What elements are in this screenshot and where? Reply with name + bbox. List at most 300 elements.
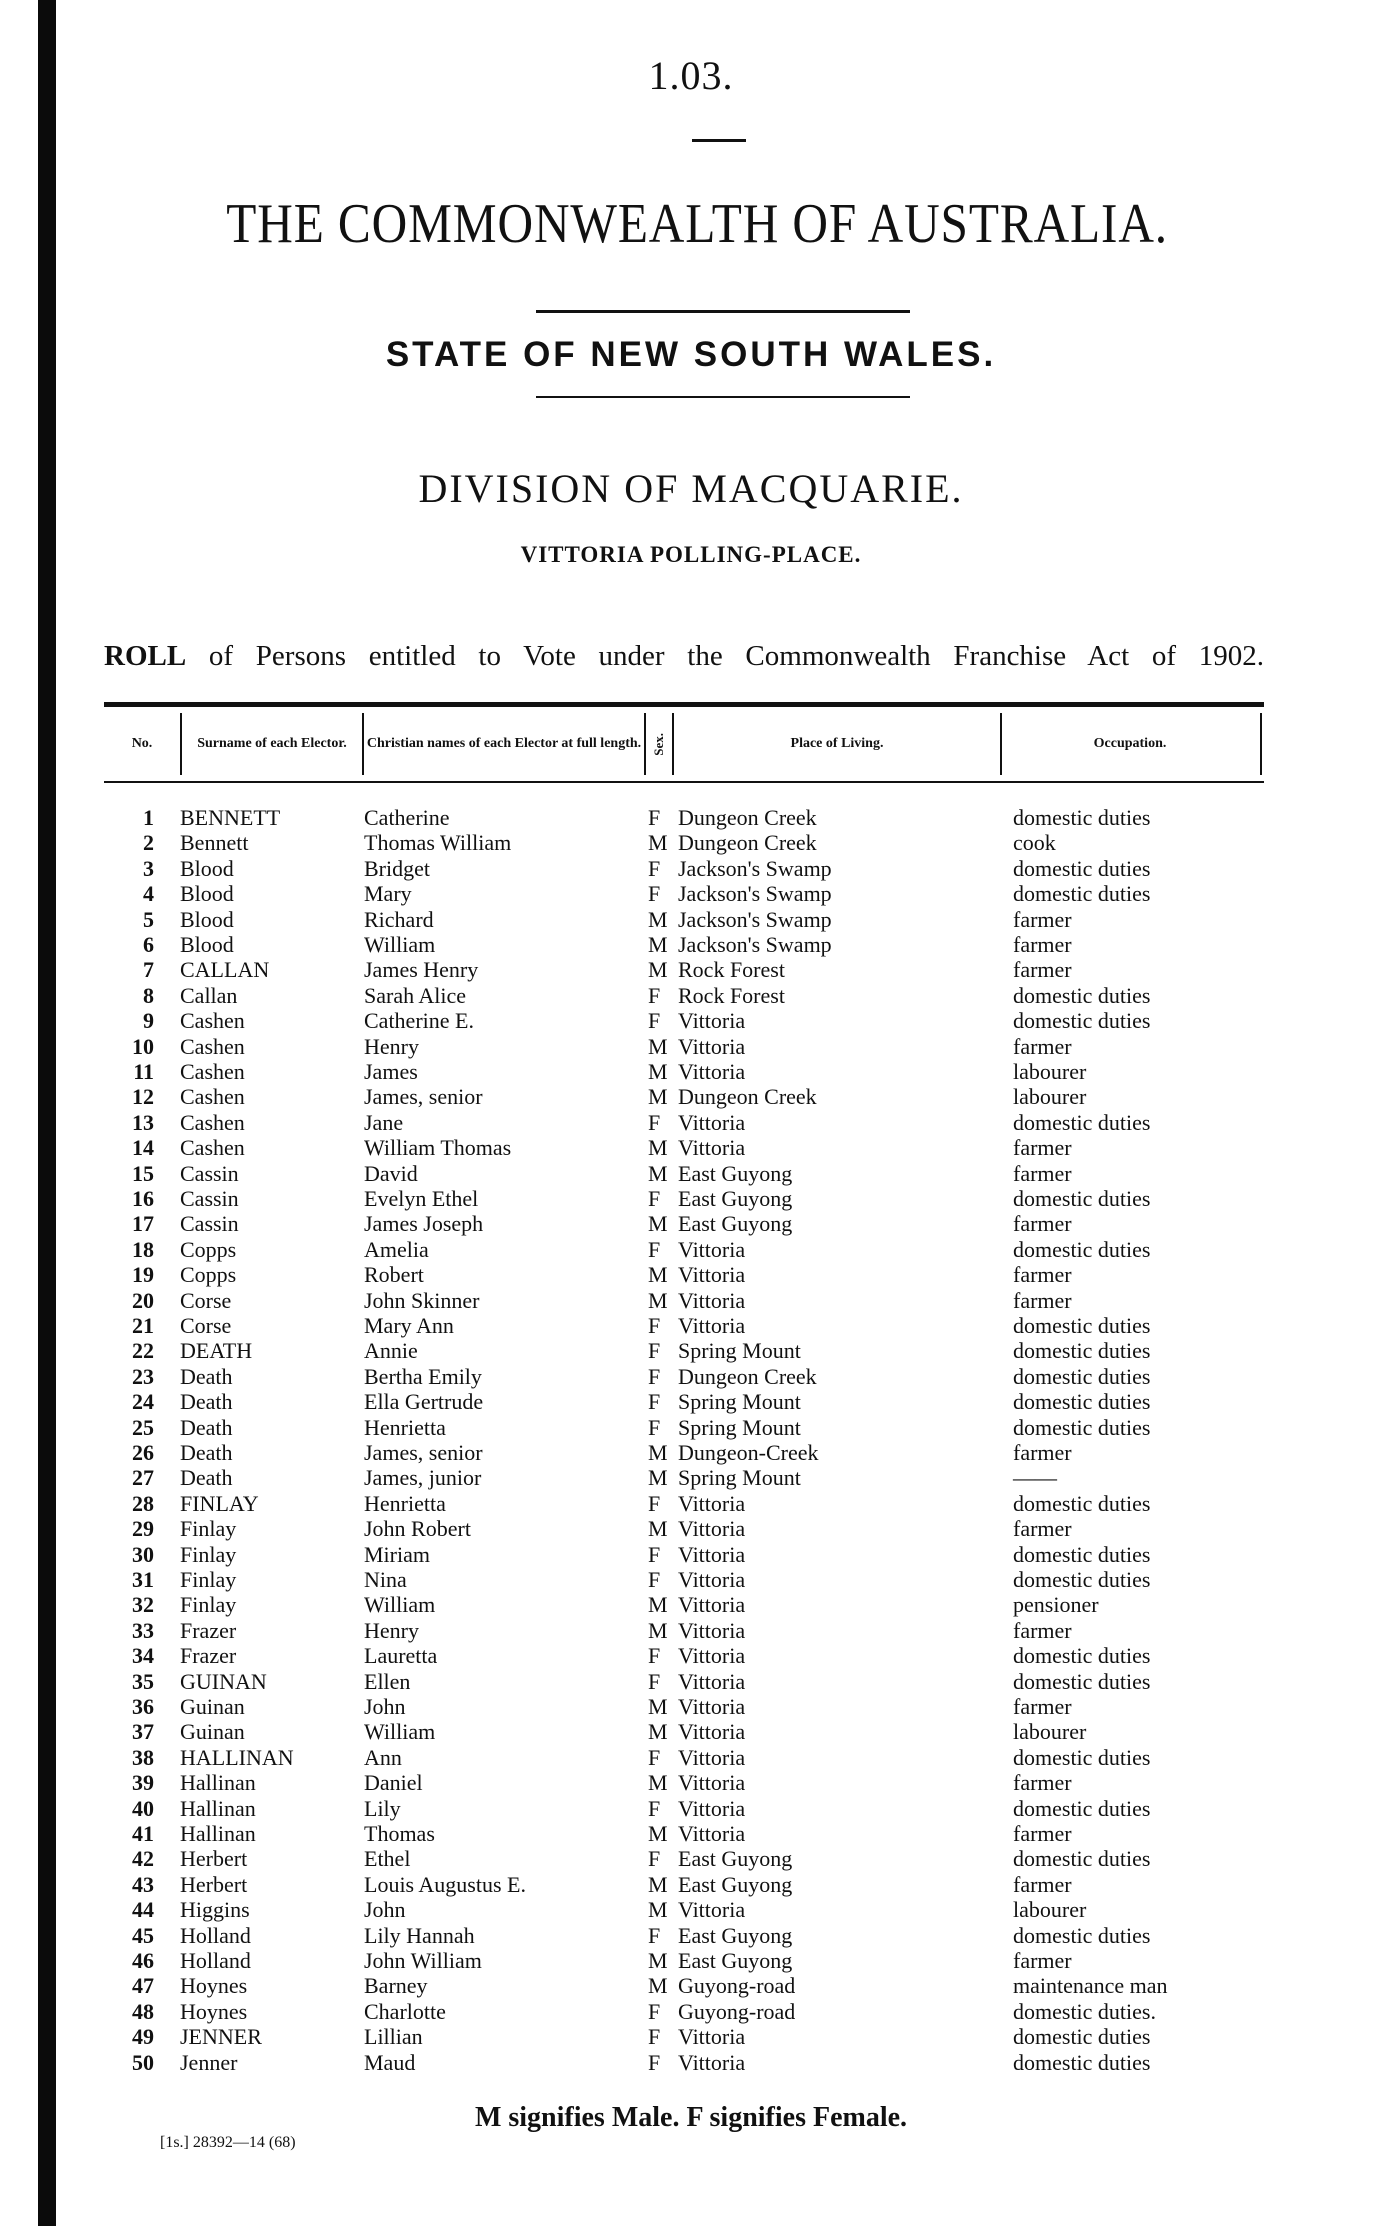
elector-place-of-living: Dungeon Creek bbox=[678, 805, 817, 830]
elector-surname: FINLAY bbox=[180, 1490, 259, 1516]
table-row bbox=[0, 1465, 1382, 1490]
elector-place-of-living: Vittoria bbox=[678, 1313, 746, 1338]
elector-number: 29 bbox=[132, 1516, 154, 1542]
elector-christian-names: Sarah Alice bbox=[364, 982, 467, 1008]
elector-number: 22 bbox=[132, 1338, 154, 1364]
table-row bbox=[0, 1415, 1382, 1440]
elector-surname: Frazer bbox=[180, 1643, 237, 1669]
elector-surname: Hallinan bbox=[180, 1821, 256, 1846]
printer-imprint: [1s.] 28392—14 (68) bbox=[160, 2134, 296, 2151]
elector-occupation: farmer bbox=[1013, 1516, 1072, 1542]
elector-surname: Finlay bbox=[180, 1592, 237, 1618]
elector-occupation: domestic duties bbox=[1013, 1744, 1151, 1770]
table-row bbox=[0, 1161, 1382, 1186]
table-row bbox=[0, 1618, 1382, 1643]
table-row bbox=[0, 907, 1382, 932]
header-sex: Sex. bbox=[651, 732, 666, 756]
elector-number: 11 bbox=[133, 1059, 154, 1084]
table-row bbox=[0, 932, 1382, 957]
table-row bbox=[0, 1999, 1382, 2024]
page-number: 1.03. bbox=[648, 53, 734, 98]
elector-christian-names: Lauretta bbox=[364, 1643, 438, 1669]
elector-number: 31 bbox=[132, 1567, 154, 1592]
roll-heading bbox=[104, 640, 1264, 673]
table-row bbox=[0, 1821, 1382, 1846]
elector-christian-names: Bridget bbox=[364, 855, 430, 881]
elector-surname: Finlay bbox=[180, 1516, 237, 1542]
header-christian: Christian names of each Elector at full length. bbox=[366, 736, 642, 751]
table-row bbox=[0, 2050, 1382, 2075]
elector-christian-names: Mary Ann bbox=[364, 1313, 454, 1338]
table-row bbox=[0, 1364, 1382, 1389]
elector-christian-names: Bertha Emily bbox=[364, 1363, 482, 1389]
elector-christian-names: David bbox=[364, 1160, 418, 1186]
elector-occupation: domestic duties bbox=[1013, 1363, 1151, 1389]
elector-number: 15 bbox=[132, 1160, 154, 1186]
table-row bbox=[0, 1719, 1382, 1744]
table-row bbox=[0, 1491, 1382, 1516]
elector-christian-names: Barney bbox=[364, 1973, 428, 1999]
elector-christian-names: Catherine E. bbox=[364, 1008, 474, 1034]
elector-surname: Finlay bbox=[180, 1541, 237, 1567]
elector-christian-names: James bbox=[364, 1059, 418, 1084]
elector-christian-names: Ellen bbox=[364, 1668, 411, 1694]
elector-occupation: domestic duties bbox=[1013, 1795, 1151, 1821]
elector-number: 14 bbox=[132, 1135, 154, 1161]
elector-sex: F bbox=[648, 1490, 661, 1516]
elector-christian-names: James, junior bbox=[364, 1465, 482, 1491]
elector-number: 10 bbox=[132, 1033, 154, 1059]
elector-sex: M bbox=[648, 1617, 668, 1643]
elector-christian-names: Robert bbox=[364, 1262, 424, 1288]
elector-place-of-living: Vittoria bbox=[678, 2049, 746, 2075]
elector-christian-names: Maud bbox=[364, 2049, 416, 2075]
elector-christian-names: Henry bbox=[364, 1617, 419, 1643]
elector-place-of-living: Vittoria bbox=[678, 1109, 746, 1135]
elector-christian-names: John bbox=[364, 1694, 406, 1719]
elector-sex: M bbox=[648, 1821, 668, 1846]
elector-christian-names: William bbox=[364, 932, 436, 957]
elector-number: 45 bbox=[132, 1922, 154, 1948]
elector-sex: M bbox=[648, 1871, 668, 1897]
page-title: THE COMMONWEALTH OF AUSTRALIA. bbox=[226, 193, 1168, 255]
elector-christian-names: Louis Augustus E. bbox=[364, 1871, 526, 1897]
table-row bbox=[0, 856, 1382, 881]
elector-christian-names: James, senior bbox=[364, 1084, 483, 1110]
elector-number: 16 bbox=[132, 1186, 154, 1211]
elector-number: 24 bbox=[132, 1389, 154, 1415]
elector-occupation: domestic duties bbox=[1013, 982, 1151, 1008]
elector-place-of-living: Dungeon-Creek bbox=[678, 1440, 819, 1465]
elector-place-of-living: Vittoria bbox=[678, 1516, 746, 1542]
elector-place-of-living: East Guyong bbox=[678, 1186, 793, 1211]
elector-sex: M bbox=[648, 1592, 668, 1618]
elector-christian-names: Miriam bbox=[364, 1541, 430, 1567]
elector-place-of-living: Spring Mount bbox=[678, 1465, 801, 1491]
elector-number: 38 bbox=[132, 1744, 154, 1770]
elector-number: 18 bbox=[132, 1236, 154, 1262]
table-row bbox=[0, 1592, 1382, 1617]
table-row bbox=[0, 1211, 1382, 1236]
elector-surname: JENNER bbox=[180, 2024, 262, 2050]
table-row bbox=[0, 1973, 1382, 1998]
elector-sex: F bbox=[648, 1998, 661, 2024]
elector-surname: Herbert bbox=[180, 1846, 248, 1872]
elector-surname: Cassin bbox=[180, 1160, 239, 1186]
elector-place-of-living: Vittoria bbox=[678, 1744, 746, 1770]
elector-occupation: domestic duties bbox=[1013, 1541, 1151, 1567]
elector-place-of-living: Jackson's Swamp bbox=[678, 855, 832, 881]
table-row bbox=[0, 1313, 1382, 1338]
elector-occupation: maintenance man bbox=[1013, 1973, 1168, 1999]
elector-christian-names: Henrietta bbox=[364, 1414, 446, 1440]
elector-occupation: farmer bbox=[1013, 1160, 1072, 1186]
elector-sex: M bbox=[648, 1516, 668, 1542]
elector-number: 39 bbox=[132, 1770, 154, 1796]
elector-number: 20 bbox=[132, 1287, 154, 1313]
elector-sex: F bbox=[648, 1643, 661, 1669]
elector-sex: M bbox=[648, 1719, 668, 1745]
elector-surname: Death bbox=[180, 1389, 233, 1415]
elector-christian-names: Thomas William bbox=[364, 830, 512, 856]
elector-christian-names: James Joseph bbox=[364, 1211, 484, 1237]
elector-occupation: farmer bbox=[1013, 1948, 1072, 1973]
elector-christian-names: Nina bbox=[364, 1567, 407, 1592]
elector-place-of-living: East Guyong bbox=[678, 1948, 793, 1973]
elector-christian-names: James, senior bbox=[364, 1440, 483, 1465]
elector-surname: Cashen bbox=[180, 1084, 245, 1110]
elector-number: 41 bbox=[132, 1821, 154, 1846]
table-row bbox=[0, 1643, 1382, 1668]
table-row bbox=[0, 1872, 1382, 1897]
elector-place-of-living: Vittoria bbox=[678, 1567, 746, 1592]
elector-number: 8 bbox=[143, 982, 154, 1008]
sex-legend: M signifies Male. F signifies Female. bbox=[474, 2102, 908, 2133]
elector-surname: Hallinan bbox=[180, 1770, 256, 1796]
elector-number: 50 bbox=[132, 2049, 154, 2075]
elector-number: 42 bbox=[132, 1846, 154, 1872]
elector-sex: F bbox=[648, 1313, 661, 1338]
elector-number: 32 bbox=[132, 1592, 154, 1618]
divider bbox=[536, 310, 910, 313]
elector-occupation: domestic duties bbox=[1013, 1922, 1151, 1948]
elector-occupation: domestic duties bbox=[1013, 855, 1151, 881]
elector-occupation: labourer bbox=[1013, 1084, 1087, 1110]
elector-occupation: domestic duties bbox=[1013, 881, 1151, 907]
elector-sex: F bbox=[648, 855, 661, 881]
table-row bbox=[0, 1542, 1382, 1567]
elector-christian-names: Lillian bbox=[364, 2024, 423, 2050]
elector-place-of-living: Guyong-road bbox=[678, 1973, 796, 1999]
divider bbox=[536, 396, 910, 398]
elector-sex: M bbox=[648, 1287, 668, 1313]
elector-place-of-living: Dungeon Creek bbox=[678, 1084, 817, 1110]
elector-surname: Copps bbox=[180, 1236, 237, 1262]
elector-surname: DEATH bbox=[180, 1338, 253, 1364]
elector-surname: Holland bbox=[180, 1948, 251, 1973]
elector-number: 49 bbox=[132, 2024, 154, 2050]
elector-sex: M bbox=[648, 957, 668, 983]
elector-place-of-living: Spring Mount bbox=[678, 1389, 801, 1415]
elector-occupation: farmer bbox=[1013, 1694, 1072, 1719]
elector-number: 23 bbox=[132, 1363, 154, 1389]
elector-place-of-living: Vittoria bbox=[678, 1821, 746, 1846]
elector-christian-names: Lily bbox=[364, 1795, 401, 1821]
header-no: No. bbox=[131, 736, 153, 751]
elector-surname: Corse bbox=[180, 1287, 232, 1313]
elector-number: 26 bbox=[132, 1440, 154, 1465]
elector-surname: Death bbox=[180, 1440, 233, 1465]
elector-christian-names: John Skinner bbox=[364, 1287, 480, 1313]
elector-sex: M bbox=[648, 1770, 668, 1796]
elector-sex: M bbox=[648, 830, 668, 856]
elector-number: 4 bbox=[143, 881, 154, 907]
elector-surname: Death bbox=[180, 1414, 233, 1440]
elector-number: 7 bbox=[143, 957, 154, 983]
elector-place-of-living: Spring Mount bbox=[678, 1414, 801, 1440]
elector-place-of-living: Vittoria bbox=[678, 1287, 746, 1313]
elector-number: 47 bbox=[132, 1973, 154, 1999]
elector-place-of-living: Guyong-road bbox=[678, 1998, 796, 2024]
elector-place-of-living: Vittoria bbox=[678, 1643, 746, 1669]
table-row bbox=[0, 983, 1382, 1008]
elector-place-of-living: East Guyong bbox=[678, 1211, 793, 1237]
elector-surname: GUINAN bbox=[180, 1668, 267, 1694]
elector-surname: Hoynes bbox=[180, 1973, 248, 1999]
elector-occupation: farmer bbox=[1013, 1211, 1072, 1237]
elector-number: 30 bbox=[132, 1541, 154, 1567]
elector-sex: F bbox=[648, 1236, 661, 1262]
elector-occupation: farmer bbox=[1013, 1135, 1072, 1161]
elector-number: 36 bbox=[132, 1694, 154, 1719]
elector-christian-names: John Robert bbox=[364, 1516, 471, 1542]
header-place: Place of Living. bbox=[790, 736, 884, 751]
table-row bbox=[0, 1516, 1382, 1541]
state-heading: STATE OF NEW SOUTH WALES. bbox=[385, 335, 997, 374]
elector-christian-names: William bbox=[364, 1592, 436, 1618]
elector-number: 21 bbox=[132, 1313, 154, 1338]
elector-surname: Blood bbox=[180, 881, 234, 907]
elector-sex: F bbox=[648, 1846, 661, 1872]
elector-christian-names: Thomas bbox=[364, 1821, 435, 1846]
elector-occupation: farmer bbox=[1013, 1770, 1072, 1796]
table-row bbox=[0, 1059, 1382, 1084]
elector-sex: M bbox=[648, 932, 668, 957]
elector-sex: F bbox=[648, 881, 661, 907]
elector-number: 25 bbox=[132, 1414, 154, 1440]
elector-sex: F bbox=[648, 982, 661, 1008]
elector-occupation: farmer bbox=[1013, 1617, 1072, 1643]
elector-occupation: labourer bbox=[1013, 1897, 1087, 1923]
header-sex-cell bbox=[646, 707, 672, 781]
elector-christian-names: Ella Gertrude bbox=[364, 1389, 484, 1415]
table-row bbox=[0, 830, 1382, 855]
elector-surname: Cashen bbox=[180, 1059, 245, 1084]
elector-surname: Corse bbox=[180, 1313, 232, 1338]
table-row bbox=[0, 1897, 1382, 1922]
column-divider bbox=[1260, 713, 1262, 775]
elector-surname: Blood bbox=[180, 932, 234, 957]
elector-number: 1 bbox=[143, 805, 154, 830]
elector-sex: M bbox=[648, 1440, 668, 1465]
table-row bbox=[0, 2024, 1382, 2049]
elector-surname: Hallinan bbox=[180, 1795, 256, 1821]
elector-occupation: domestic duties bbox=[1013, 2024, 1151, 2050]
elector-occupation: —— bbox=[1013, 1465, 1057, 1491]
elector-occupation: labourer bbox=[1013, 1719, 1087, 1745]
elector-number: 9 bbox=[143, 1008, 154, 1034]
elector-christian-names: William Thomas bbox=[364, 1135, 512, 1161]
elector-christian-names: Ethel bbox=[364, 1846, 411, 1872]
elector-place-of-living: Vittoria bbox=[678, 1617, 746, 1643]
elector-surname: Cashen bbox=[180, 1135, 245, 1161]
elector-place-of-living: Jackson's Swamp bbox=[678, 906, 832, 932]
elector-occupation: pensioner bbox=[1013, 1592, 1099, 1618]
elector-number: 13 bbox=[132, 1109, 154, 1135]
table-row bbox=[0, 1288, 1382, 1313]
elector-place-of-living: Vittoria bbox=[678, 1694, 746, 1719]
elector-sex: M bbox=[648, 1262, 668, 1288]
table-row bbox=[0, 1669, 1382, 1694]
elector-surname: Higgins bbox=[180, 1897, 250, 1923]
elector-place-of-living: Vittoria bbox=[678, 1541, 746, 1567]
elector-surname: Cashen bbox=[180, 1008, 245, 1034]
elector-occupation: domestic duties bbox=[1013, 1109, 1151, 1135]
elector-occupation: domestic duties bbox=[1013, 1236, 1151, 1262]
elector-christian-names: John William bbox=[364, 1948, 482, 1973]
elector-sex: F bbox=[648, 2049, 661, 2075]
elector-number: 27 bbox=[132, 1465, 154, 1491]
table-row bbox=[0, 1389, 1382, 1414]
table-row bbox=[0, 1262, 1382, 1287]
elector-sex: M bbox=[648, 1948, 668, 1973]
elector-sex: M bbox=[648, 1694, 668, 1719]
table-row bbox=[0, 1846, 1382, 1871]
elector-surname: BENNETT bbox=[180, 805, 281, 830]
elector-surname: Copps bbox=[180, 1262, 237, 1288]
elector-christian-names: Richard bbox=[364, 906, 434, 932]
elector-number: 28 bbox=[132, 1490, 154, 1516]
elector-number: 17 bbox=[132, 1211, 154, 1237]
elector-occupation: domestic duties bbox=[1013, 1338, 1151, 1364]
elector-number: 12 bbox=[132, 1084, 154, 1110]
elector-sex: F bbox=[648, 805, 661, 830]
elector-place-of-living: Spring Mount bbox=[678, 1338, 801, 1364]
elector-surname: Callan bbox=[180, 982, 238, 1008]
elector-occupation: domestic duties bbox=[1013, 1313, 1151, 1338]
elector-occupation: domestic duties. bbox=[1013, 1998, 1156, 2024]
elector-occupation: farmer bbox=[1013, 932, 1072, 957]
elector-sex: F bbox=[648, 1389, 661, 1415]
elector-place-of-living: Vittoria bbox=[678, 2024, 746, 2050]
elector-place-of-living: Vittoria bbox=[678, 1897, 746, 1923]
roll-rest: of Persons entitled to Vote under the Commonwealth Franchise Act of 1902. bbox=[186, 640, 1264, 672]
elector-surname: Guinan bbox=[180, 1719, 245, 1745]
elector-christian-names: Ann bbox=[364, 1744, 402, 1770]
elector-christian-names: John bbox=[364, 1897, 406, 1923]
elector-place-of-living: Vittoria bbox=[678, 1236, 746, 1262]
header-surname: Surname of each Elector. bbox=[197, 736, 347, 751]
elector-sex: M bbox=[648, 1084, 668, 1110]
elector-sex: F bbox=[648, 1186, 661, 1211]
elector-christian-names: Jane bbox=[364, 1109, 404, 1135]
elector-number: 2 bbox=[143, 830, 154, 856]
elector-place-of-living: East Guyong bbox=[678, 1846, 793, 1872]
elector-place-of-living: Dungeon Creek bbox=[678, 1363, 817, 1389]
elector-sex: F bbox=[648, 1109, 661, 1135]
elector-place-of-living: East Guyong bbox=[678, 1871, 793, 1897]
elector-occupation: farmer bbox=[1013, 1440, 1072, 1465]
table-row bbox=[0, 1237, 1382, 1262]
elector-surname: Cassin bbox=[180, 1211, 239, 1237]
table-header bbox=[104, 702, 1264, 783]
elector-number: 44 bbox=[132, 1897, 154, 1923]
elector-sex: M bbox=[648, 1897, 668, 1923]
elector-number: 3 bbox=[143, 855, 154, 881]
table-row bbox=[0, 1084, 1382, 1109]
elector-occupation: labourer bbox=[1013, 1059, 1087, 1084]
elector-occupation: farmer bbox=[1013, 1871, 1072, 1897]
elector-surname: Blood bbox=[180, 855, 234, 881]
elector-occupation: farmer bbox=[1013, 1033, 1072, 1059]
elector-occupation: farmer bbox=[1013, 906, 1072, 932]
elector-place-of-living: Vittoria bbox=[678, 1135, 746, 1161]
table-row bbox=[0, 1745, 1382, 1770]
table-row bbox=[0, 1567, 1382, 1592]
elector-occupation: domestic duties bbox=[1013, 1643, 1151, 1669]
elector-number: 48 bbox=[132, 1998, 154, 2024]
table-row bbox=[0, 1135, 1382, 1160]
elector-place-of-living: Vittoria bbox=[678, 1668, 746, 1694]
elector-sex: F bbox=[648, 1922, 661, 1948]
elector-sex: M bbox=[648, 1973, 668, 1999]
elector-occupation: farmer bbox=[1013, 1262, 1072, 1288]
elector-sex: M bbox=[648, 1160, 668, 1186]
elector-occupation: farmer bbox=[1013, 1287, 1072, 1313]
elector-number: 6 bbox=[143, 932, 154, 957]
polling-place-heading: VITTORIA POLLING-PLACE. bbox=[520, 542, 862, 567]
elector-place-of-living: Jackson's Swamp bbox=[678, 881, 832, 907]
division-heading: DIVISION OF MACQUARIE. bbox=[418, 466, 964, 511]
elector-occupation: domestic duties bbox=[1013, 1186, 1151, 1211]
elector-surname: Cassin bbox=[180, 1186, 239, 1211]
elector-place-of-living: Vittoria bbox=[678, 1059, 746, 1084]
elector-number: 19 bbox=[132, 1262, 154, 1288]
elector-number: 34 bbox=[132, 1643, 154, 1669]
table-row bbox=[0, 1110, 1382, 1135]
elector-occupation: cook bbox=[1013, 830, 1056, 856]
elector-occupation: domestic duties bbox=[1013, 805, 1151, 830]
elector-place-of-living: Vittoria bbox=[678, 1490, 746, 1516]
elector-place-of-living: Rock Forest bbox=[678, 982, 785, 1008]
elector-christian-names: Henry bbox=[364, 1033, 419, 1059]
elector-surname: Blood bbox=[180, 906, 234, 932]
elector-number: 43 bbox=[132, 1871, 154, 1897]
elector-surname: Bennett bbox=[180, 830, 249, 856]
elector-number: 37 bbox=[132, 1719, 154, 1745]
elector-christian-names: Henrietta bbox=[364, 1490, 446, 1516]
elector-place-of-living: East Guyong bbox=[678, 1160, 793, 1186]
table-row bbox=[0, 1923, 1382, 1948]
elector-christian-names: Annie bbox=[364, 1338, 418, 1364]
elector-sex: F bbox=[648, 1008, 661, 1034]
elector-place-of-living: Vittoria bbox=[678, 1592, 746, 1618]
elector-surname: CALLAN bbox=[180, 957, 270, 983]
elector-sex: M bbox=[648, 1033, 668, 1059]
elector-surname: Death bbox=[180, 1465, 233, 1491]
elector-number: 33 bbox=[132, 1617, 154, 1643]
elector-occupation: farmer bbox=[1013, 957, 1072, 983]
